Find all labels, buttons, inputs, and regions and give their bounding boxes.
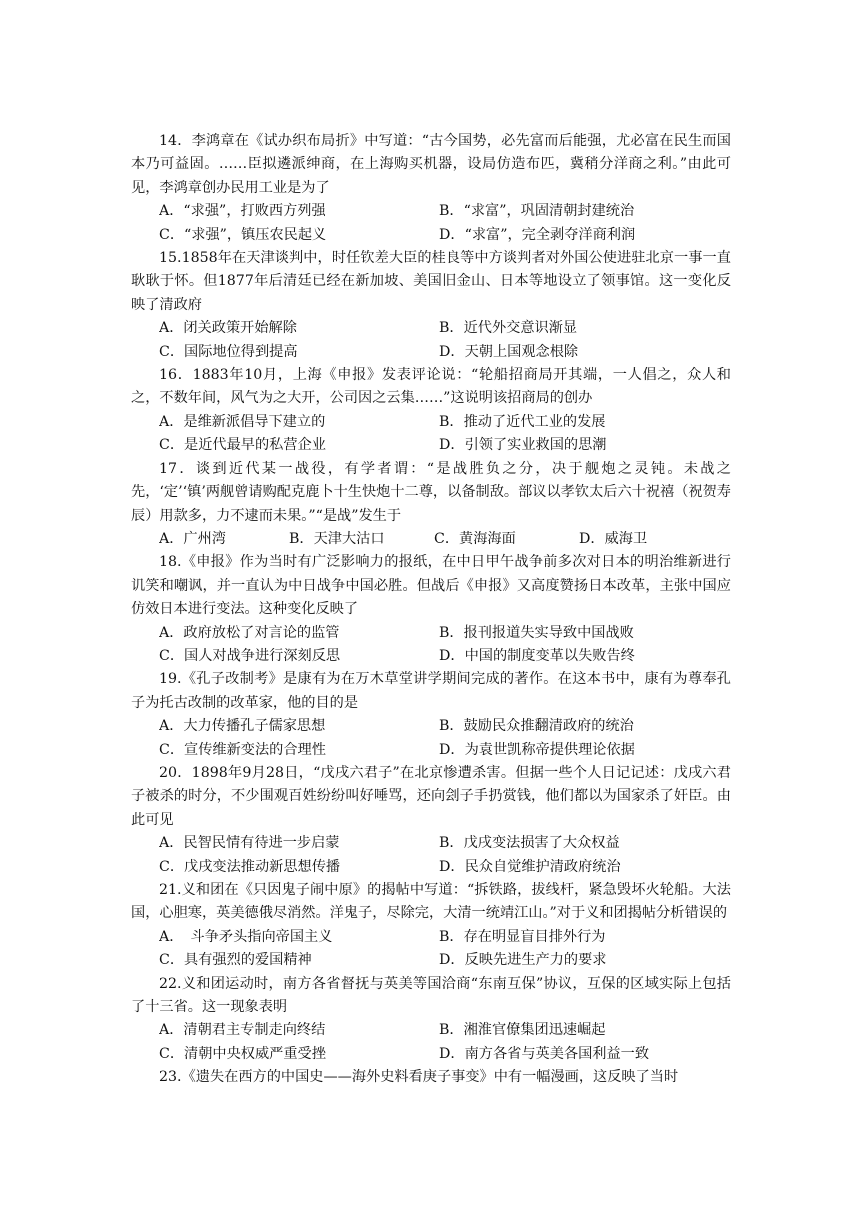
question-15-stem: 15.1858年在天津谈判中，时任钦差大臣的桂良等中方谈判者对外国公使进驻北京一事一直耿耿于怀。但1877年后清廷已经在新加坡、美国旧金山、日本等地设立了领事馆。这一变化反映了清政府: [131, 250, 731, 313]
question-21-stem: 21.义和团在《只因鬼子闹中原》的揭帖中写道：“拆铁路，拔线杆，紧急毁坏火轮船。大法国，心胆寒，英美德俄尽消然。洋鬼子，尽除完，大清一统靖江山。”对于义和团揭帖分析错误的: [131, 882, 731, 922]
question-16-stem: 16．1883年10月，上海《申报》发表评论说：“轮船招商局开其端，一人倡之，众人和之，不数年间，风气为之大开，公司因之云集……”这说明该招商局的创办: [131, 367, 731, 407]
option-a: A．闭关政策开始解除: [159, 320, 297, 337]
option-c: C．具有强烈的爱国精神: [159, 952, 312, 969]
option-d: D．“求富”，完全剥夺洋商利润: [439, 226, 636, 243]
question-19-options: [131, 715, 731, 762]
option-b: B．存在明显盲目排外行为: [439, 928, 606, 945]
option-c: C．“求强”，镇压农民起义: [159, 226, 327, 243]
option-a: A．是维新派倡导下建立的: [159, 413, 326, 430]
option-b: B．推动了近代工业的发展: [439, 413, 606, 430]
option-a: A．清朝君主专制走向终结: [159, 1022, 326, 1039]
question-19-stem: 19.《孔子改制考》是康有为在万木草堂讲学期间完成的著作。在这本书中，康有为尊奉孔子为托古改制的改革家，他的目的是: [131, 671, 731, 711]
option-d: D．为袁世凯称帝提供理论依据: [439, 741, 635, 758]
option-b: B．湘淮官僚集团迅速崛起: [439, 1022, 606, 1039]
option-b: B．“求富”，巩固清朝封建统治: [439, 203, 635, 220]
option-c: C．黄海海面: [434, 530, 516, 547]
option-a: A．广州湾: [159, 530, 226, 547]
option-a: A． 斗争矛头指向帝国主义: [159, 928, 333, 945]
question-18-options: [131, 622, 731, 669]
question-16-options: [131, 411, 731, 458]
option-a: A．政府放松了对言论的监管: [159, 624, 340, 641]
question-20-stem: 20．1898年9月28日，“戊戌六君子”在北京惨遭杀害。但据一些个人日记记述：戊戌六君子被杀的时分，不少围观百姓纷纷叫好唾骂，还向刽子手扔赏钱，他们都以为国家杀了奸臣。由此可见: [131, 764, 731, 828]
question-17-stem: 17．谈到近代某一战役，有学者谓：“是战胜负之分，决于舰炮之灵钝。未战之先，‘定’‘镇’两舰曾请购配克鹿卜十生快炮十二尊，以备制敌。部议以孝钦太后六十祝禧（祝贺寿辰）用款多，力不逮而未果。”“是战”发生于: [131, 460, 731, 524]
option-c: C．国际地位得到提高: [159, 343, 298, 360]
option-d: D．中国的制度变革以失败告终: [439, 647, 635, 664]
question-14-stem: 14．李鸿章在《试办织布局折》中写道：“古今国势，必先富而后能强，尤必富在民生而国本乃可益固。……臣拟遴派绅商，在上海购买机器，设局仿造布匹，冀稍分洋商之利。”由此可见，李鸿章创办民用工业是为了: [131, 133, 731, 196]
question-22-stem: 22.义和团运动时，南方各省督抚与英美等国洽商“东南互保”协议，互保的区域实际上包括了十三省。这一现象表明: [131, 975, 731, 1016]
option-c: C．是近代最早的私营企业: [159, 437, 326, 454]
option-b: B．鼓励民众推翻清政府的统治: [439, 718, 634, 735]
option-c: C．国人对战争进行深刻反思: [159, 647, 341, 664]
option-a: A．大力传播孔子儒家思想: [159, 718, 326, 735]
option-b: B．戊戌变法损害了大众权益: [439, 835, 620, 852]
option-d: D．天朝上国观念根除: [439, 343, 579, 360]
option-b: B．报刊报道失实导致中国战败: [439, 624, 634, 641]
option-c: C．戊戌变法推动新思想传播: [159, 858, 341, 875]
option-a: A．“求强”，打败西方列强: [159, 203, 326, 220]
option-d: D．威海卫: [579, 530, 648, 547]
option-c: C．清朝中央权威严重受挫: [159, 1045, 326, 1062]
option-b: B．天津大沽口: [289, 530, 385, 547]
question-15-options: [131, 317, 731, 364]
question-list: [131, 130, 731, 1090]
option-d: D．南方各省与英美各国利益一致: [439, 1045, 650, 1062]
question-22-options: [131, 1019, 731, 1066]
question-23-stem: 23.《遗失在西方的中国史——海外史料看庚子事变》中有一幅漫画，这反映了当时: [159, 1069, 679, 1086]
option-b: B．近代外交意识渐显: [439, 320, 578, 337]
option-c: C．宣传维新变法的合理性: [159, 741, 326, 758]
question-17-options: [131, 528, 731, 551]
question-18-stem: 18.《申报》作为当时有广泛影响力的报纸，在中日甲午战争前多次对日本的明治维新进行讥笑和嘲讽，并一直认为中日战争中国必胜。但战后《申报》又高度赞扬日本改革，主张中国应仿效日本进行变法。这种变化反映了: [131, 554, 731, 618]
question-20-options: [131, 832, 731, 879]
option-a: A．民智民情有待进一步启蒙: [159, 835, 340, 852]
option-d: D．民众自觉维护清政府统治: [439, 858, 621, 875]
option-d: D．反映先进生产力的要求: [439, 952, 607, 969]
question-14-options: [131, 200, 731, 247]
option-d: D．引领了实业救国的思潮: [439, 437, 607, 454]
question-21-options: [131, 926, 731, 973]
